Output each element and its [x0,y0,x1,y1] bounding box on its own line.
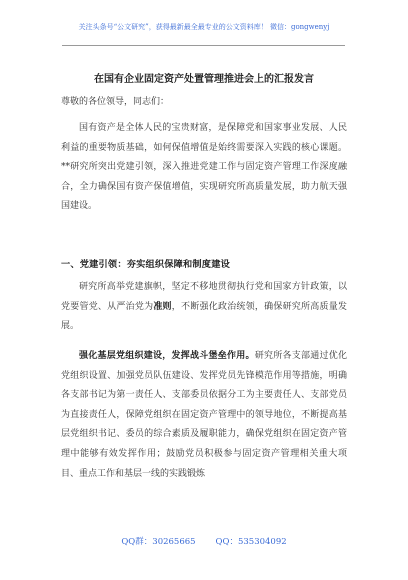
subsection-heading: 强化基层党组织建设，发挥战斗堡垒作用。 [79,351,255,361]
salutation: 尊敬的各位领导，同志们： [61,97,170,107]
subsection-paragraph [61,347,347,484]
section1-paragraph-part1: 研究所高举党建旗帜，坚定不移地贯彻执行党和国家方针政策，以党要管党、从严治党为 [61,282,347,312]
section1-paragraph-part2: ，不断强化政治统领，确保研究所高质量发展。 [61,301,347,332]
header-banner: 关注头条号“公文研究”，获得最新最全最专业的公文资料库！ 微信：gongwenyj [78,23,330,31]
footer-qq-number: QQ：535304092 [215,537,287,547]
intro-paragraph: 国有资产是全体人民的宝贵财富，是保障党和国家事业发展、人民利益的重要物质基础，如何保值增值是始终需要深入实践的核心课题。**研究所突出党建引领，深入推进党建工作与固定资产管理工作深度融合，全力确保国有资产保值增值，实现研究所高质量发展，助力航天强国建设。 [61,123,347,212]
footer-qq-group: QQ群：30265665 [121,537,196,547]
header-divider [62,45,345,46]
footer-contact [0,535,408,547]
section1-paragraph [61,278,347,337]
section1-paragraph-bold: 准则 [153,301,172,312]
document-title: 在国有企业固定资产处置管理推进会上的汇报发言 [94,74,314,85]
subsection-body: 研究所各支部通过优化党组织设置、加强党员队伍建设、发挥党员先锋模范作用等措施，明确各支部书记为第一责任人、支部委员依据分工为主要责任人、支部党员为直接责任人，保障党组织在固定资产管理中的领导地位，不断提高基层党组织书记、委员的综合素质及履职能力，确保党组织在固定资产管理中能够有效发挥作用；鼓励党员积极参与固定资产管理相关重大项目、重点工作和基层一线的实践锻炼 [61,351,347,479]
section-heading-1: 一、党建引领：夯实组织保障和制度建设 [61,259,230,270]
